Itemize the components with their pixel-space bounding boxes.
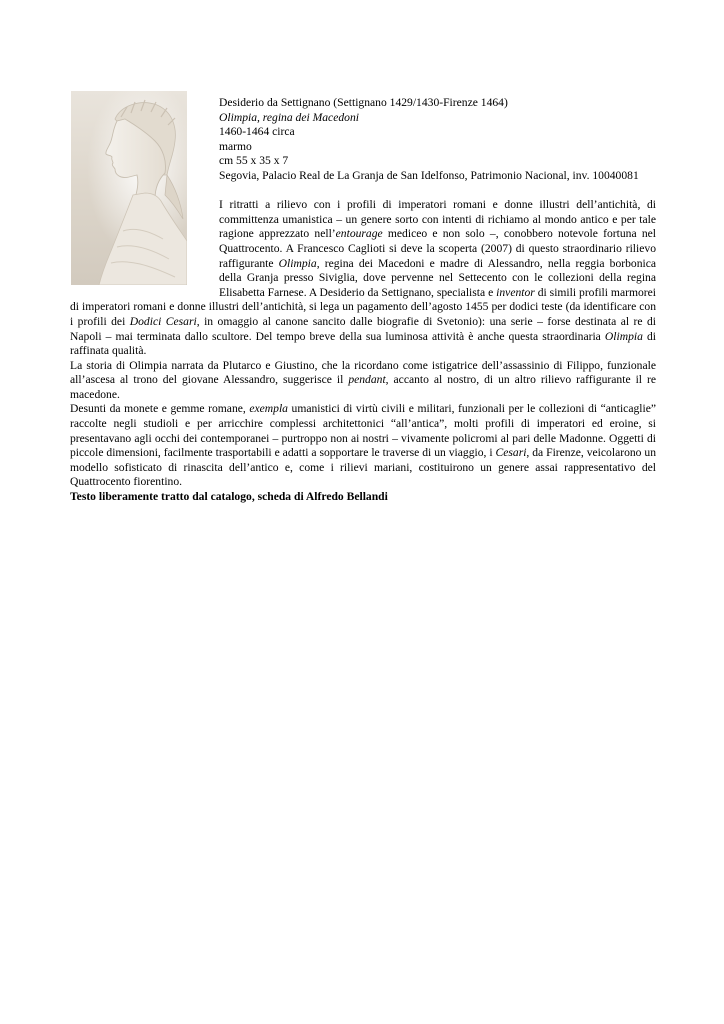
artist-line: Desiderio da Settignano (Settignano 1429/1430-Firenze 1464) bbox=[219, 96, 508, 109]
article-text bbox=[70, 96, 656, 505]
material-line: marmo bbox=[219, 139, 252, 153]
artwork-title: Olimpia, regina dei Macedoni bbox=[219, 110, 359, 124]
source-credit: Testo liberamente tratto dal catalogo, scheda di Alfredo Bellandi bbox=[70, 490, 388, 504]
location-line: Segovia, Palacio Real de La Granja de San Idelfonso, Patrimonio Nacional, inv. 10040081 bbox=[219, 168, 639, 182]
paragraph-1: I ritratti a rilievo con i profili di imperatori romani e donne illustri dell’antichità, di committenza umanistica – un genere sorto con intenti di richiamo al mondo antico e per tale ragione apprezzato nell’entourage mediceo e non solo –, conobbero notevole fortuna nel Quattrocento. A Francesco Caglioti si deve la scoperta (2007) di questo straordinario rilievo raffigurante Olimpia, regina dei Macedoni e madre di Alessandro, nella reggia borbonica della Granja presso Siviglia, dove pervenne nel Settecento con le collezioni della regina Elisabetta Farnese. A Desiderio da Settignano, specialista e inventor di simili profili marmorei di imperatori romani e donne illustri dell’antichità, si lega un pagamento dell’agosto 1455 per dodici teste (da identificare con i profili dei Dodici Cesari, in omaggio al canone sancito dalle biografie di Svetonio): una serie – forse destinata al re di Napoli – mai terminata dallo scultore. Del tempo breve della sua luminosa attività è anche questa straordinaria Olimpia di raffinata qualità. bbox=[70, 198, 657, 358]
dimensions-line: cm 55 x 35 x 7 bbox=[219, 154, 289, 168]
paragraph-3: Desunti da monete e gemme romane, exempla umanistici di virtù civili e militari, funzionali per le collezioni di “anticaglie” raccolte negli studioli e per arricchire complessi architettonici “all’antica”, molti profili di imperatori ed eroine, si presentavano agli occhi dei contemporanei – purtroppo non ai nostri – vivamente policromi al pari delle Madonne. Oggetti di piccole dimensioni, facilmente trasportabili e adatti a sopportare le traverse di un viaggio, i Cesari, da Firenze, veicolarono un modello sofisticato di rinascita dell’antico e, come i rilievi mariani, costituirono un genere assai rappresentativo del Quattrocento fiorentino. bbox=[70, 402, 656, 489]
date-line: 1460-1464 circa bbox=[219, 125, 295, 139]
image-spacer bbox=[70, 96, 219, 289]
paragraph-2: La storia di Olimpia narrata da Plutarco e Giustino, che la ricordano come istigatrice dell’assassinio di Filippo, funzionale all’ascesa al trono del giovane Alessandro, suggerisce il pendant, accanto al nostro, di un altro rilievo raffigurante il re macedone. bbox=[70, 358, 656, 401]
